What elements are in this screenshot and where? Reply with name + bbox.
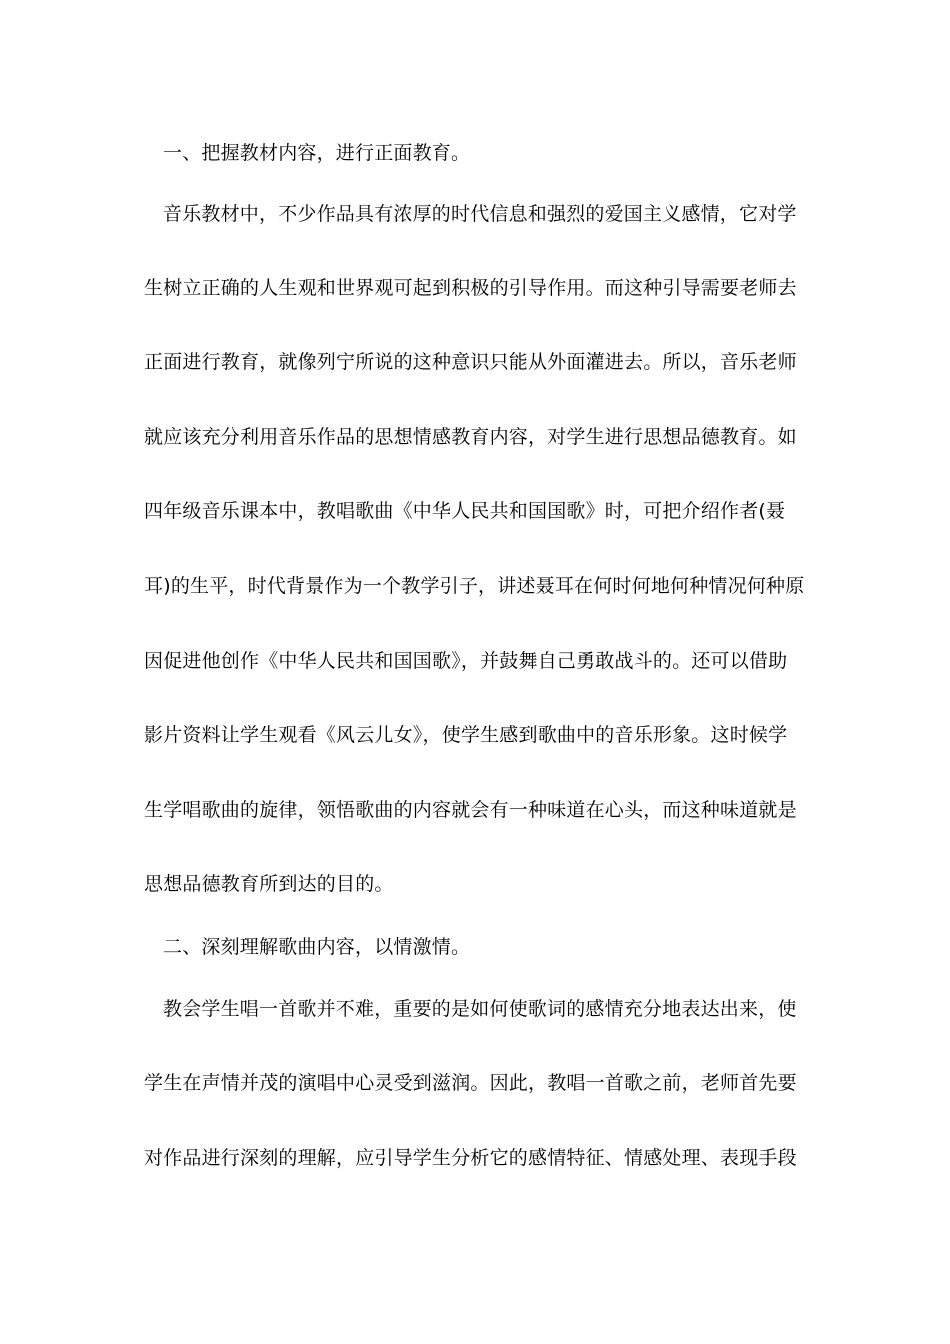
paragraph-line: 影片资料让学生观看《风云儿女》，使学生感到歌曲中的音乐形象。这时候学	[144, 724, 788, 746]
paragraph-line: 因促进他创作《中华人民共和国国歌》，并鼓舞自己勇敢战斗的。还可以借助	[144, 650, 788, 672]
paragraph-line: 正面进行教育，就像列宁所说的这种意识只能从外面灌进去。所以，音乐老师	[144, 351, 797, 373]
paragraph-line: 思想品德教育所到达的目的。	[144, 873, 394, 895]
section-heading-1: 一、把握教材内容，进行正面教育。	[163, 142, 471, 164]
paragraph-line: 学生在声情并茂的演唱中心灵受到滋润。因此，教唱一首歌之前，老师首先要	[144, 1072, 797, 1094]
paragraph-line: 生树立正确的人生观和世界观可起到积极的引导作用。而这种引导需要老师去	[144, 277, 797, 299]
paragraph-line: 四年级音乐课本中，教唱歌曲《中华人民共和国国歌》时，可把介绍作者(聂	[144, 500, 786, 522]
paragraph-line: 对作品进行深刻的理解，应引导学生分析它的感情特征、情感处理、表现手段	[144, 1147, 797, 1169]
paragraph-line: 教会学生唱一首歌并不难，重要的是如何使歌词的感情充分地表达出来，使	[163, 998, 797, 1020]
section-heading-2: 二、深刻理解歌曲内容，以情激情。	[163, 936, 471, 958]
paragraph-line: 音乐教材中，不少作品具有浓厚的时代信息和强烈的爱国主义感情，它对学	[163, 203, 797, 225]
paragraph-line: 耳)的生平，时代背景作为一个教学引子，讲述聂耳在何时何地何种情况何种原	[144, 575, 805, 597]
paragraph-line: 就应该充分利用音乐作品的思想情感教育内容，对学生进行思想品德教育。如	[144, 426, 797, 448]
paragraph-line: 生学唱歌曲的旋律，领悟歌曲的内容就会有一种味道在心头，而这种味道就是	[144, 799, 797, 821]
